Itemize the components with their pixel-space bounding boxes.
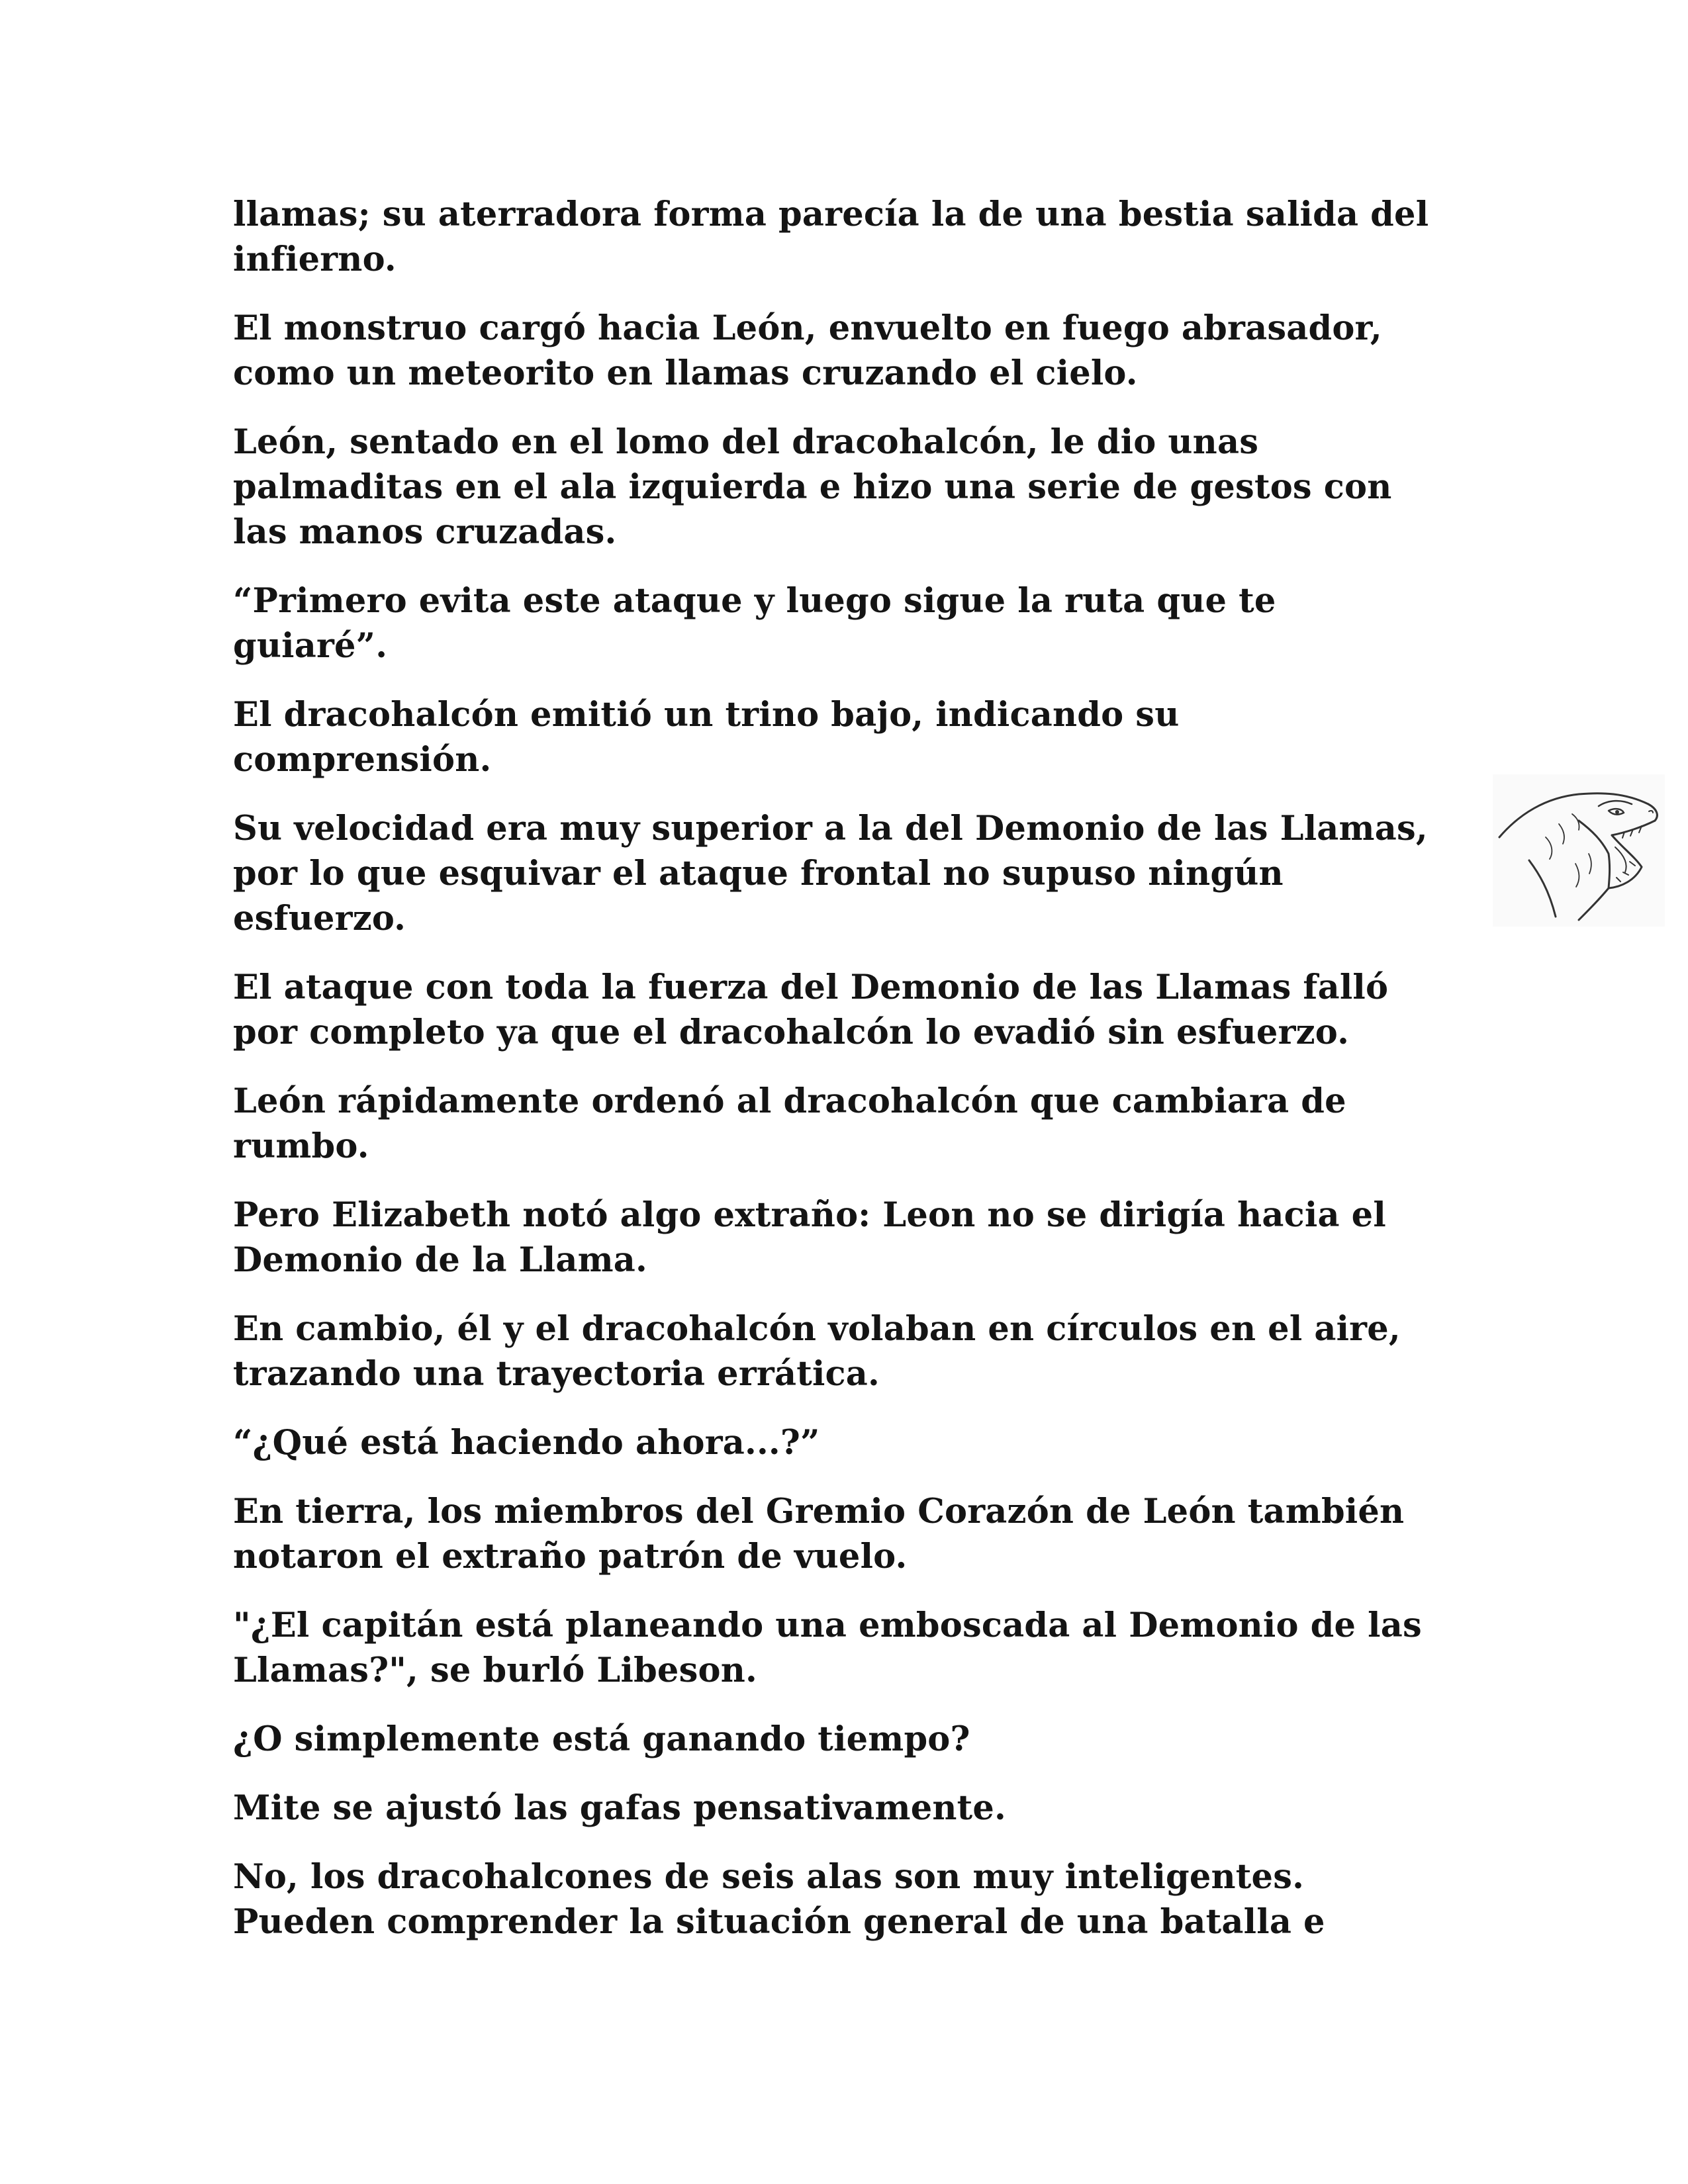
text-line: ¿O simplemente está ganando tiempo? (233, 1719, 970, 1759)
text-line: Llamas?", se burló Libeson. (233, 1651, 757, 1690)
paragraph (233, 1489, 1444, 1579)
dinosaur-head-sketch-icon (1493, 774, 1665, 927)
paragraph (233, 1786, 1444, 1831)
paragraph (233, 1306, 1444, 1396)
text-line: León, sentado en el lomo del dracohalcón, le dio unas (233, 422, 1259, 462)
text-line: El dracohalcón emitió un trino bajo, indicando su (233, 695, 1180, 735)
text-line: comprensión. (233, 740, 492, 780)
paragraph (233, 1717, 1444, 1762)
text-line: Mite se ajustó las gafas pensativamente. (233, 1788, 1006, 1828)
text-line: guiaré”. (233, 626, 388, 666)
paragraph (233, 306, 1444, 396)
text-line: El ataque con toda la fuerza del Demonio de las Llamas falló (233, 968, 1389, 1007)
paragraph (233, 692, 1444, 782)
text-line: trazando una trayectoria errática. (233, 1354, 880, 1394)
text-line: El monstruo cargó hacia León, envuelto en fuego abrasador, (233, 308, 1382, 348)
text-line: por lo que esquivar el ataque frontal no supuso ningún (233, 854, 1284, 893)
paragraph (233, 806, 1444, 941)
text-line: rumbo. (233, 1126, 369, 1166)
text-line: como un meteorito en llamas cruzando el cielo. (233, 353, 1138, 393)
text-line: “Primero evita este ataque y luego sigue la ruta que te (233, 581, 1276, 621)
paragraph (233, 1854, 1444, 1944)
paragraph (233, 420, 1444, 555)
text-line: Pero Elizabeth notó algo extraño: Leon no se dirigía hacia el (233, 1195, 1386, 1235)
paragraph (233, 1193, 1444, 1283)
text-line: “¿Qué está haciendo ahora...?” (233, 1423, 820, 1463)
text-line: palmaditas en el ala izquierda e hizo una serie de gestos con (233, 467, 1392, 507)
text-line: Su velocidad era muy superior a la del Demonio de las Llamas, (233, 809, 1428, 848)
text-line: Pueden comprender la situación general de una batalla e (233, 1902, 1325, 1942)
text-line: León rápidamente ordenó al dracohalcón que cambiara de (233, 1081, 1346, 1121)
text-line: esfuerzo. (233, 899, 406, 938)
paragraph (233, 578, 1444, 668)
text-line: "¿El capitán está planeando una emboscada al Demonio de las (233, 1606, 1422, 1645)
paragraph (233, 192, 1444, 282)
text-line: No, los dracohalcones de seis alas son muy inteligentes. (233, 1857, 1305, 1897)
text-line: llamas; su aterradora forma parecía la de una bestia salida del (233, 195, 1429, 234)
text-line: En cambio, él y el dracohalcón volaban en círculos en el aire, (233, 1309, 1401, 1349)
paragraph (233, 1420, 1444, 1465)
text-line: Demonio de la Llama. (233, 1240, 647, 1280)
text-line: las manos cruzadas. (233, 512, 617, 552)
text-line: infierno. (233, 240, 397, 279)
text-line: En tierra, los miembros del Gremio Corazón de León también (233, 1492, 1405, 1531)
paragraph (233, 1603, 1444, 1693)
text-line: por completo ya que el dracohalcón lo evadió sin esfuerzo. (233, 1013, 1350, 1052)
paragraph (233, 1079, 1444, 1169)
text-line: notaron el extraño patrón de vuelo. (233, 1537, 908, 1576)
paragraph (233, 965, 1444, 1055)
body-text (233, 192, 1444, 1968)
